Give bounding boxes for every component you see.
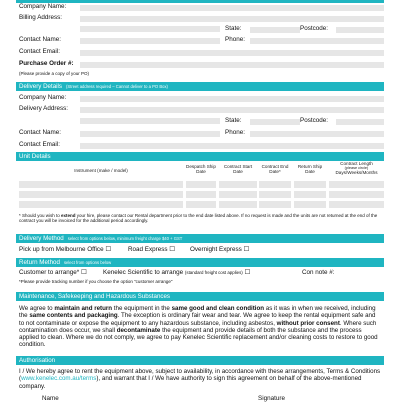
unit-cell[interactable] [219, 191, 257, 198]
col-contract-end: Contract End Date* [261, 164, 289, 175]
contract-length-label: Contract Length [340, 161, 373, 166]
billing-postcode-label: Postcode: [300, 25, 329, 32]
col-contract-start: Contract Start Date [223, 164, 253, 175]
authorisation-paragraph [19, 368, 382, 390]
billing-address-field[interactable] [80, 16, 384, 22]
billing-state-label: State: [225, 25, 242, 32]
m-p6: the equipment and provide details of both the substance and the process applied to clean. Where we do not comply, we agree to pay Kenelec Scientific replacement and/or cleaning costs to restore to good condition. [19, 326, 378, 349]
delivery-details-title: Delivery Details [19, 83, 62, 90]
unit-cell[interactable] [186, 181, 216, 188]
contract-length-hint: (please circle) [344, 166, 369, 171]
delivery-company-name-field[interactable] [80, 96, 384, 102]
col-contract-length [329, 161, 384, 176]
company-name-label: Company Name: [19, 3, 67, 10]
phone-label: Phone: [225, 36, 245, 43]
option-customer-arrange[interactable]: Customer to arrange* ☐ [19, 269, 87, 276]
auth-text-a: I / We hereby agree to rent the equipment above, subject to availability, in accordance with these arrangements, Terms & Conditions ( [19, 368, 381, 383]
unit-cell[interactable] [186, 201, 216, 208]
m-b1: maintain and return [54, 305, 113, 312]
delivery-contact-email-field[interactable] [80, 143, 384, 149]
delivery-phone-label: Phone: [225, 129, 245, 136]
contact-name-label: Contact Name: [19, 36, 61, 43]
company-name-field[interactable] [80, 5, 384, 11]
contract-length-units: Days/Weeks/Months [335, 170, 378, 176]
m-b5: decontaminate [116, 326, 161, 334]
option-road-express[interactable]: Road Express ☐ [128, 246, 175, 253]
delivery-address-field[interactable] [80, 107, 384, 113]
unit-cell[interactable] [19, 191, 183, 198]
unit-cell[interactable] [19, 181, 183, 188]
note-extend: extend [61, 213, 76, 218]
purchase-order-field[interactable] [80, 62, 384, 68]
contact-name-field[interactable] [80, 38, 220, 44]
delivery-contact-name-label: Contact Name: [19, 129, 61, 136]
unit-cell[interactable] [329, 191, 384, 198]
maintenance-paragraph [19, 305, 382, 349]
return-method-title: Return Method [19, 259, 60, 266]
delivery-method-subtitle: select from options below, minimum freight charge $40 + GST [67, 236, 183, 241]
option-kenelec-arrange[interactable] [103, 269, 250, 277]
delivery-state-label: State: [225, 117, 242, 124]
unit-cell[interactable] [259, 181, 291, 188]
m-b2: same good and clean condition [171, 305, 265, 312]
m-b3: same contents and packaging [29, 312, 118, 320]
unit-cell[interactable] [219, 201, 257, 208]
return-method-subtitle: select from options below [63, 260, 112, 265]
note-rest: your hire, please contact our Rental department prior to the end date listed above. If no request is made and the units are not returned at the end of the contract you will be invoiced for the additional period accordingly. [19, 213, 378, 224]
delivery-contact-name-field[interactable] [80, 131, 220, 137]
contact-email-field[interactable] [80, 50, 384, 56]
contact-email-label: Contact Email: [19, 48, 60, 55]
authorisation-title: Authorisation [19, 357, 56, 364]
signature-label: Signature [258, 395, 285, 402]
unit-cell[interactable] [19, 201, 183, 208]
delivery-phone-field[interactable] [250, 131, 384, 137]
top-accent-bar [16, 0, 384, 3]
billing-address-label: Billing Address: [19, 14, 63, 21]
option-overnight-express[interactable]: Overnight Express ☐ [190, 246, 250, 253]
delivery-postcode-field[interactable] [336, 119, 384, 125]
unit-details-header [16, 152, 384, 161]
con-note-label: Con note #: [302, 269, 335, 276]
kenelec-arrange-note: (standard freight cost applies) [184, 270, 243, 275]
option-pickup-melbourne[interactable]: Pick up from Melbourne Office ☐ [19, 246, 111, 253]
purchase-order-note: (Please provide a copy of your PO) [19, 71, 90, 76]
name-label: Name [42, 395, 59, 402]
billing-address-line2-field[interactable] [80, 26, 220, 32]
unit-details-title: Unit Details [19, 153, 51, 160]
maintenance-title: Maintenance, Safekeeping and Hazardous Substances [19, 293, 171, 300]
extend-hire-note [19, 213, 384, 224]
delivery-company-name-label: Company Name: [19, 94, 67, 101]
auth-text-b: ), and warrant that I / We have authority to sign this agreement on behalf of the above-mentioned company. [19, 375, 362, 390]
unit-cell[interactable] [294, 201, 326, 208]
m-p4: . The exception is ordinary fair wear and tear. We agree to keep the rental equipment safe and to not contaminate or expose the equipment to any hazardous substance, including asbestos, [19, 312, 376, 327]
return-method-header [16, 258, 384, 267]
delivery-details-subtitle: (Street address required – Cannot deliver to a PO Box) [65, 84, 168, 89]
unit-cell[interactable] [294, 181, 326, 188]
unit-cell[interactable] [259, 191, 291, 198]
delivery-contact-email-label: Contact Email: [19, 141, 60, 148]
col-return-ship: Return Ship Date [297, 164, 323, 175]
unit-cell[interactable] [186, 191, 216, 198]
m-p3: as it was in when we received, including the [19, 305, 376, 320]
return-footnote: *Please provide tracking number if you choose the option "customer arrange" [19, 279, 173, 284]
purchase-order-label: Purchase Order #: [19, 60, 74, 67]
maintenance-header [16, 292, 384, 301]
kenelec-arrange-checkbox[interactable]: ☐ [244, 269, 251, 276]
unit-cell[interactable] [329, 201, 384, 208]
unit-cell[interactable] [259, 201, 291, 208]
delivery-method-title: Delivery Method [19, 235, 64, 242]
unit-cell[interactable] [294, 191, 326, 198]
delivery-method-header [16, 234, 384, 243]
delivery-details-header [16, 82, 384, 91]
note-lead: * Should you wish to [19, 213, 62, 218]
unit-cell[interactable] [219, 181, 257, 188]
m-b4: without prior consent [276, 319, 340, 327]
m-p2: the equipment in the [112, 305, 172, 312]
unit-cell[interactable] [329, 181, 384, 188]
phone-field[interactable] [250, 38, 384, 44]
kenelec-arrange-label: Kenelec Scientific to arrange [103, 269, 184, 276]
billing-state-field[interactable] [250, 27, 300, 33]
terms-link[interactable]: www.kenelec.com.au/terms [21, 375, 97, 383]
m-p1: We agree to [19, 305, 55, 312]
m-p5: . Where such contamination does occur, we shall [19, 319, 377, 334]
billing-postcode-field[interactable] [336, 27, 384, 33]
col-instrument: Instrument (make / model) [74, 168, 128, 173]
delivery-state-field[interactable] [250, 119, 300, 125]
delivery-address-line2-field[interactable] [80, 118, 220, 124]
authorisation-header [16, 356, 384, 365]
col-despatch-date: Despatch Ship Date [186, 164, 216, 175]
delivery-postcode-label: Postcode: [300, 117, 329, 124]
delivery-address-label: Delivery Address: [19, 105, 68, 112]
